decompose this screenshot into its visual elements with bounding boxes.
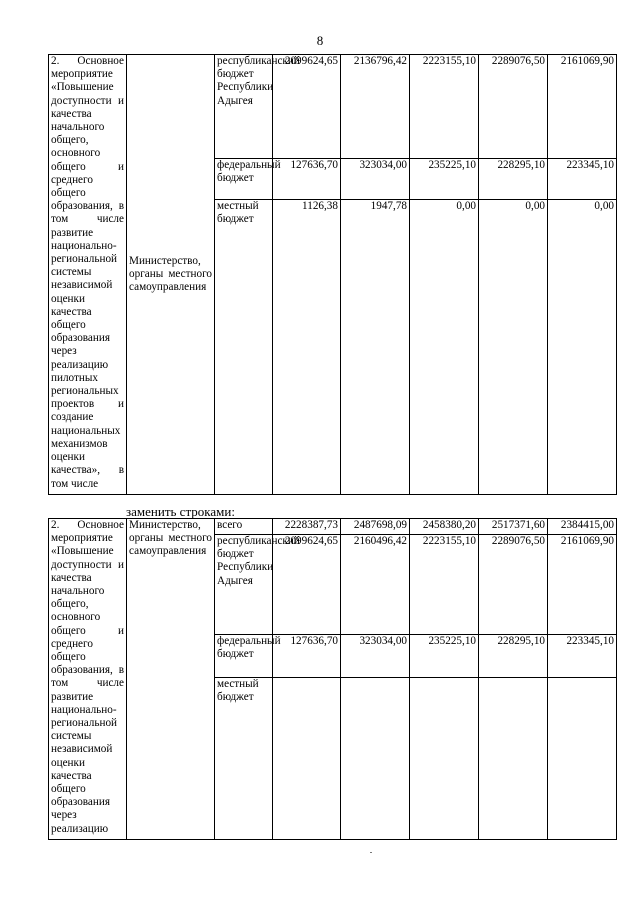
value-cell: 2458380,20 [410,519,479,535]
funding-source: федеральный бюджет [215,635,273,678]
value-cell [273,678,341,840]
table-row [49,519,617,535]
measure-description: 2. Основное мероприятие «Повышение доступности и качества начального общего, основного общего и среднего общего образования, в том числе развитие национально-региональной системы независимой оценки качества общего образования через реализацию [49,519,127,840]
value-cell: 323034,00 [341,635,410,678]
value-cell: 0,00 [548,200,617,495]
value-cell: 2289076,50 [479,55,548,159]
measure-description: 2. Основное мероприятие «Повышение доступности и качества начального общего, основного общего и среднего общего образования, в том числе развитие национально-региональной системы независимой оценки качества общего образования через реализацию пилотных региональных проектов и создание национальных механизмов оценки качества», в том числе [49,55,127,495]
value-cell [479,678,548,840]
funding-source: всего [215,519,273,535]
value-cell: 127636,70 [273,159,341,200]
executor-cell: Министерство, органы местного самоуправления [127,55,215,495]
value-cell [548,678,617,840]
value-cell: 2223155,10 [410,55,479,159]
value-cell: 127636,70 [273,635,341,678]
funding-source: местный бюджет [215,200,273,495]
value-cell: 223345,10 [548,635,617,678]
value-cell: 323034,00 [341,159,410,200]
value-cell: 235225,10 [410,635,479,678]
value-cell: 2384415,00 [548,519,617,535]
value-cell: 2099624,65 [273,55,341,159]
value-cell: 2099624,65 [273,535,341,635]
value-cell: 2517371,60 [479,519,548,535]
funding-source: федеральный бюджет [215,159,273,200]
value-cell: 1126,38 [273,200,341,495]
value-cell: 2161069,90 [548,55,617,159]
funding-source: местный бюджет [215,678,273,840]
executor-cell: Министерство, органы местного самоуправления [127,519,215,840]
funding-source: республиканский бюджет Республики Адыгея [215,55,273,159]
budget-table-replacement [48,518,617,840]
value-cell: 0,00 [479,200,548,495]
value-cell: 228295,10 [479,635,548,678]
value-cell: 2289076,50 [479,535,548,635]
value-cell: 2136796,42 [341,55,410,159]
value-cell: 2487698,09 [341,519,410,535]
scan-speck [370,852,372,853]
value-cell: 1947,78 [341,200,410,495]
page-number: 8 [316,33,324,48]
value-cell: 223345,10 [548,159,617,200]
value-cell: 228295,10 [479,159,548,200]
value-cell: 2228387,73 [273,519,341,535]
value-cell: 2223155,10 [410,535,479,635]
value-cell: 235225,10 [410,159,479,200]
value-cell [341,678,410,840]
value-cell: 2161069,90 [548,535,617,635]
value-cell: 0,00 [410,200,479,495]
table-row [49,55,617,159]
budget-table-original [48,54,617,495]
funding-source: республиканский бюджет Республики Адыгея [215,535,273,635]
value-cell [410,678,479,840]
replace-with-rows-text: заменить строками: [126,504,235,519]
value-cell: 2160496,42 [341,535,410,635]
